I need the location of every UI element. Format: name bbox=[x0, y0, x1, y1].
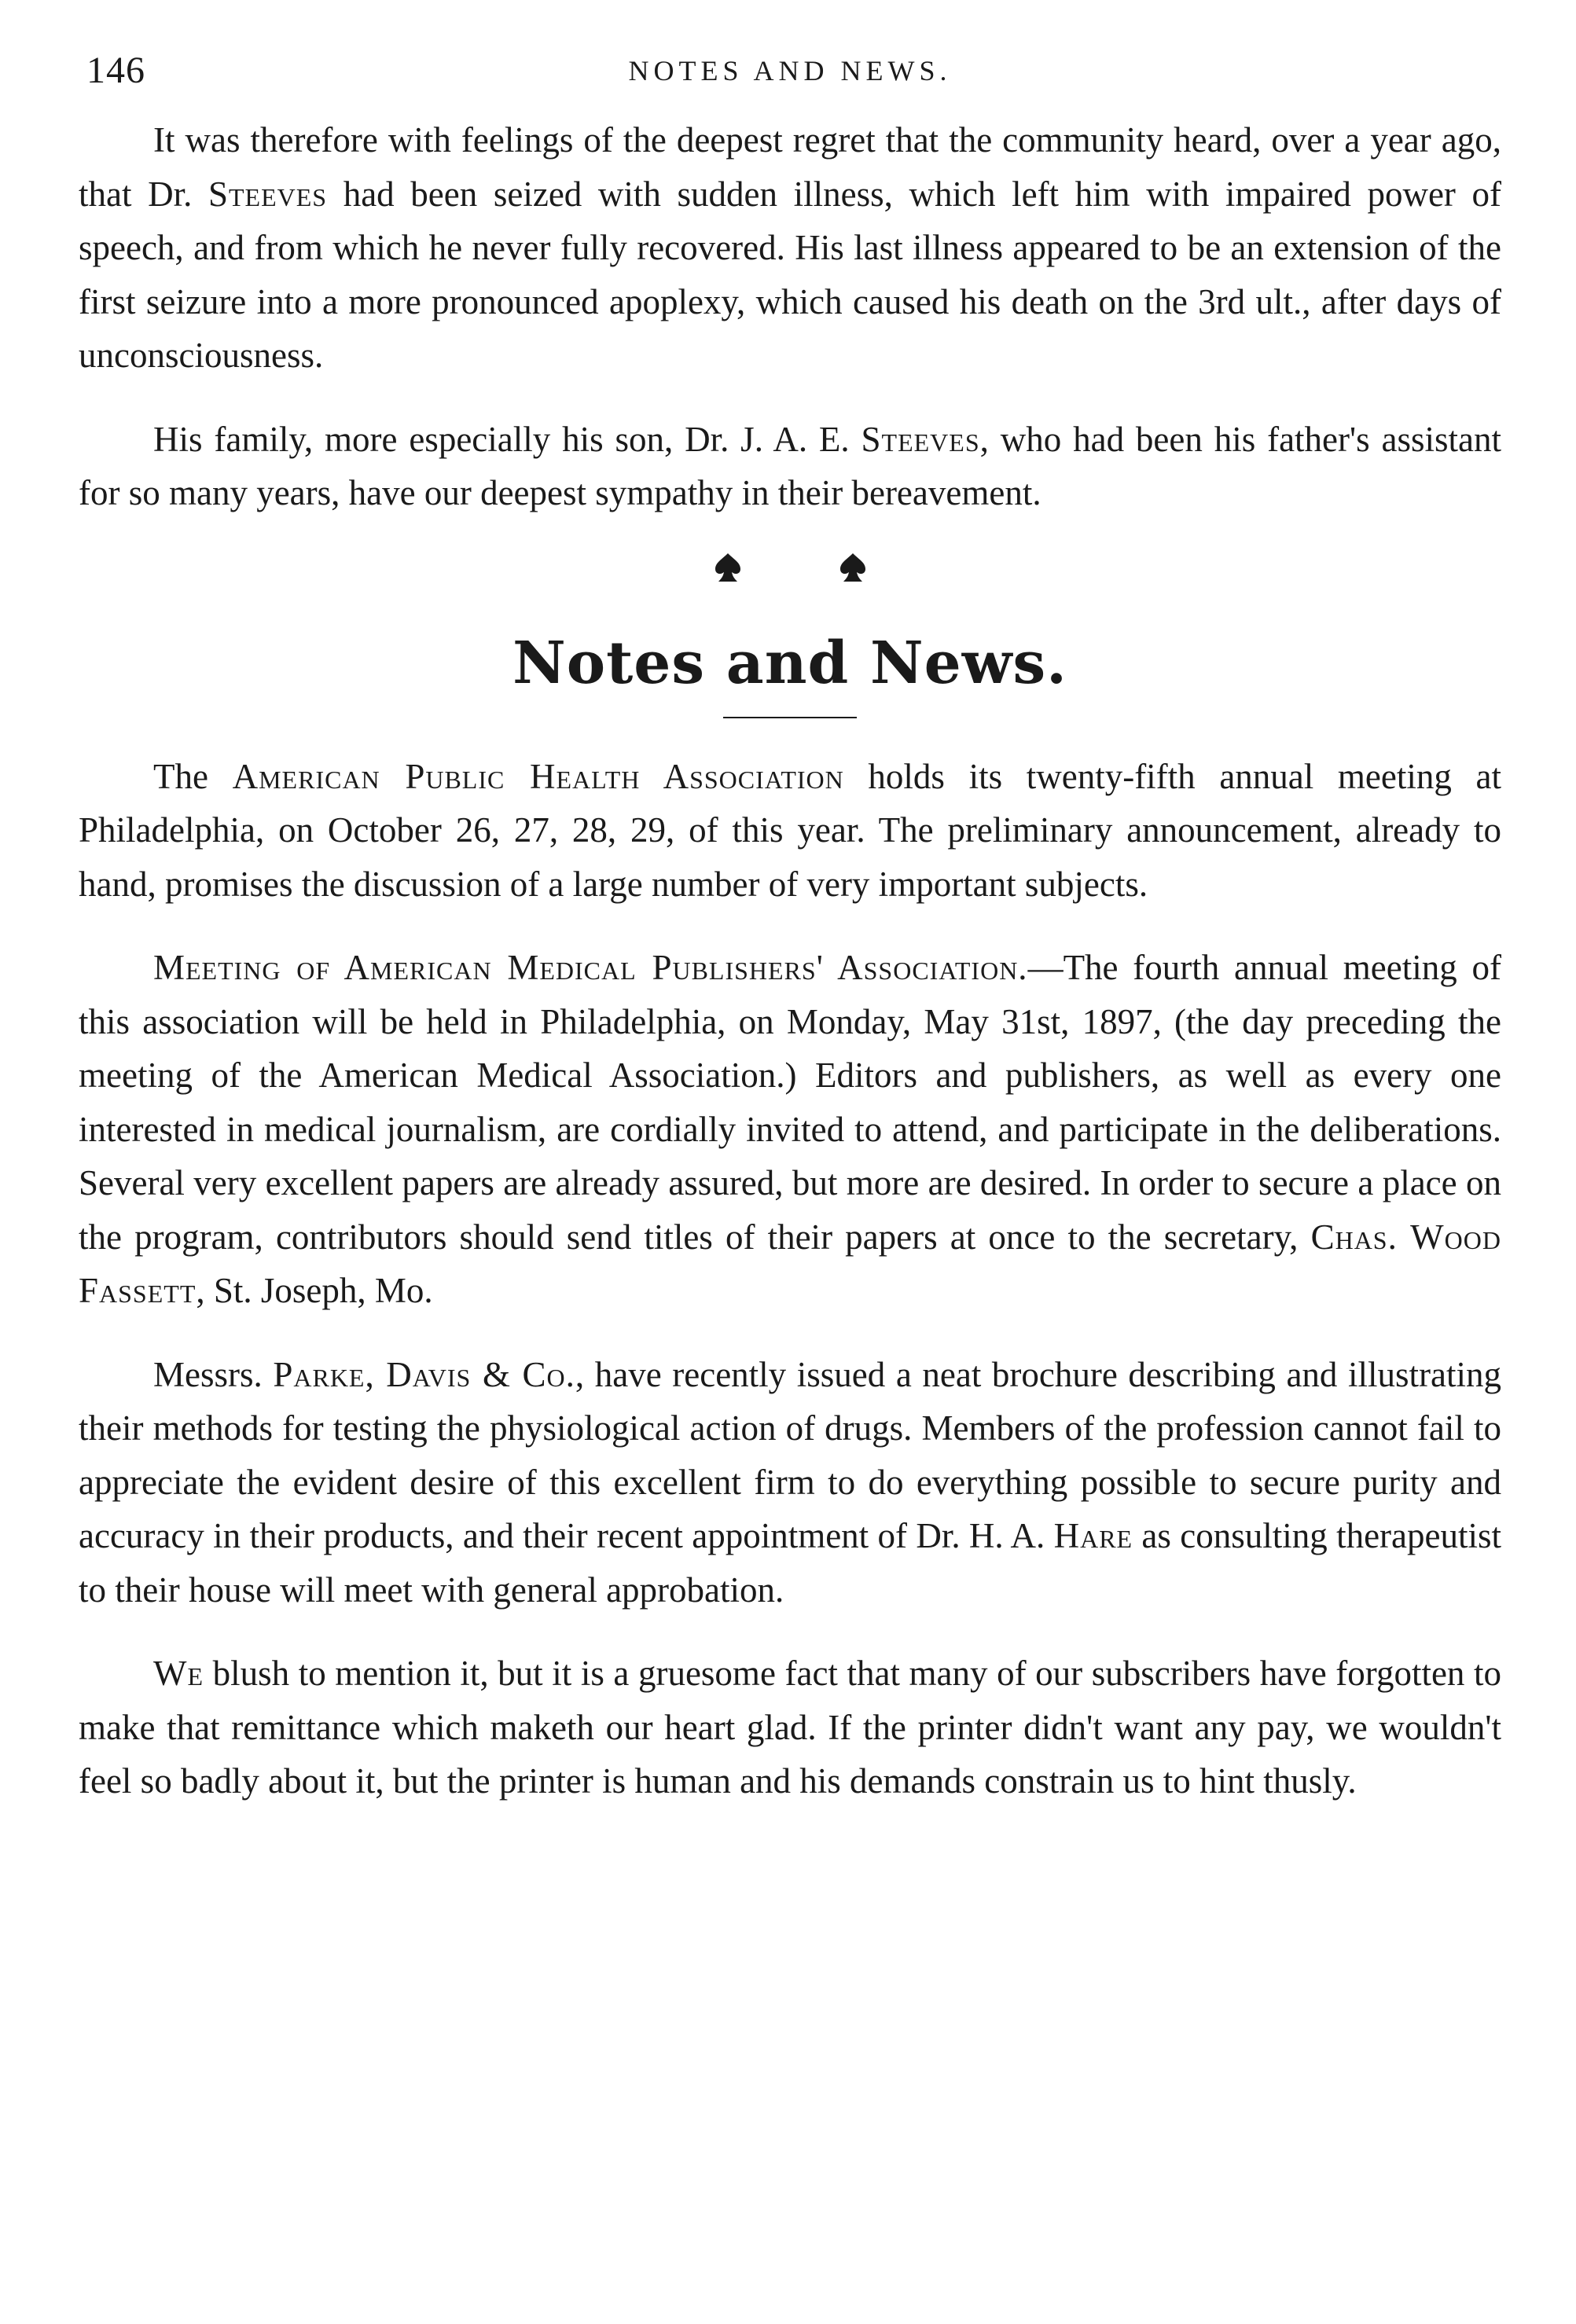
obituary-name-steeves: Steeves bbox=[208, 174, 328, 214]
section-divider bbox=[723, 717, 857, 718]
note-parke-davis-firm-name: Parke, Davis & Co. bbox=[273, 1354, 575, 1394]
obituary-paragraph-2 bbox=[79, 413, 1501, 520]
section-heading: Notes and News. bbox=[512, 629, 1067, 697]
note-parke-davis-text-a: Messrs. bbox=[153, 1354, 274, 1394]
obituary-paragraph-1-text-b: had been seized with sudden illness, which left him with impaired power of speech, and from which he never fully recovered. His last illness appeared to be an extension of the first seizure into a more pronounced apoplexy, which caused his death on the 3rd ult., after days of unconsciousness. bbox=[79, 174, 1502, 375]
note-remittance-text: blush to mention it, but it is a gruesome fact that many of our subscribers have forgotten to make that remittance which maketh our heart glad. If the printer didn't want any pay, we wouldn't feel so badly about it, but the printer is human and his demands constrain us to hint thusly. bbox=[79, 1654, 1501, 1801]
obituary-paragraph-1-text-a: It was therefore with feelings of the deepest regret that the community heard, over a year ago, that Dr. bbox=[79, 120, 1501, 214]
note-publishers-text-a: —The fourth annual meeting of this association will be held in Philadelphia, on Monday, May 31st, 1897, (the day preceding the meeting of the American Medical Association.) Editors and publishers, as well as every one interested in medical journalism, are cordially invited to attend, and participate in the deliberations. Several very excellent papers are already assured, but more are desired. In order to secure a place on the program, contributors should send titles of their papers at once to the secretary, bbox=[79, 948, 1501, 1257]
obituary-paragraph-1 bbox=[79, 113, 1501, 383]
page-number: 146 bbox=[86, 50, 145, 91]
fleuron-icon bbox=[836, 550, 870, 585]
note-publishers-secretary-name: Chas. Wood Fassett bbox=[79, 1217, 1501, 1310]
note-apha-org-name: American Public Health Association bbox=[232, 756, 844, 796]
section-ornaments bbox=[79, 550, 1501, 597]
note-apha-text-b: holds its twenty-fifth annual meeting at Philadelphia, on October 26, 27, 28, 29, of this year. The preliminary announcement, already to hand, promises the discussion of a large number of very important subjects. bbox=[79, 756, 1501, 904]
note-apha-text-a: The bbox=[153, 756, 233, 796]
note-remittance bbox=[79, 1647, 1501, 1808]
note-publishers bbox=[79, 941, 1501, 1318]
note-parke-davis bbox=[79, 1348, 1501, 1617]
note-publishers-lead: Meeting of American Medical Publishers' Association. bbox=[153, 948, 1028, 987]
note-parke-davis-text-c: as consulting therapeutist to their house will meet with general approbation. bbox=[79, 1516, 1501, 1610]
fleuron-icon bbox=[711, 550, 745, 585]
obituary-paragraph-2-text-a: His family, more especially his son, Dr. J. A. E. bbox=[153, 419, 861, 459]
running-title: NOTES AND NEWS. bbox=[628, 55, 952, 86]
note-apha bbox=[79, 750, 1501, 912]
note-remittance-lead: We bbox=[153, 1654, 204, 1693]
note-parke-davis-hare-name: Hare bbox=[1053, 1516, 1133, 1555]
note-parke-davis-text-b: , have recently issued a neat brochure describing and illustrating their methods for testing the physiological action of drugs. Members of the profession cannot fail to appreciate the evident desire of this excellent firm to do everything possible to secure purity and accuracy in their products, and their recent appointment of Dr. H. A. bbox=[79, 1354, 1501, 1555]
note-publishers-text-b: , St. Joseph, Mo. bbox=[196, 1271, 433, 1310]
running-head bbox=[79, 47, 1501, 94]
obituary-paragraph-2-text-b: , who had been his father's assistant for so many years, have our deepest sympathy in their bereavement. bbox=[79, 419, 1501, 512]
obituary-name-son: Steeves bbox=[861, 419, 980, 459]
